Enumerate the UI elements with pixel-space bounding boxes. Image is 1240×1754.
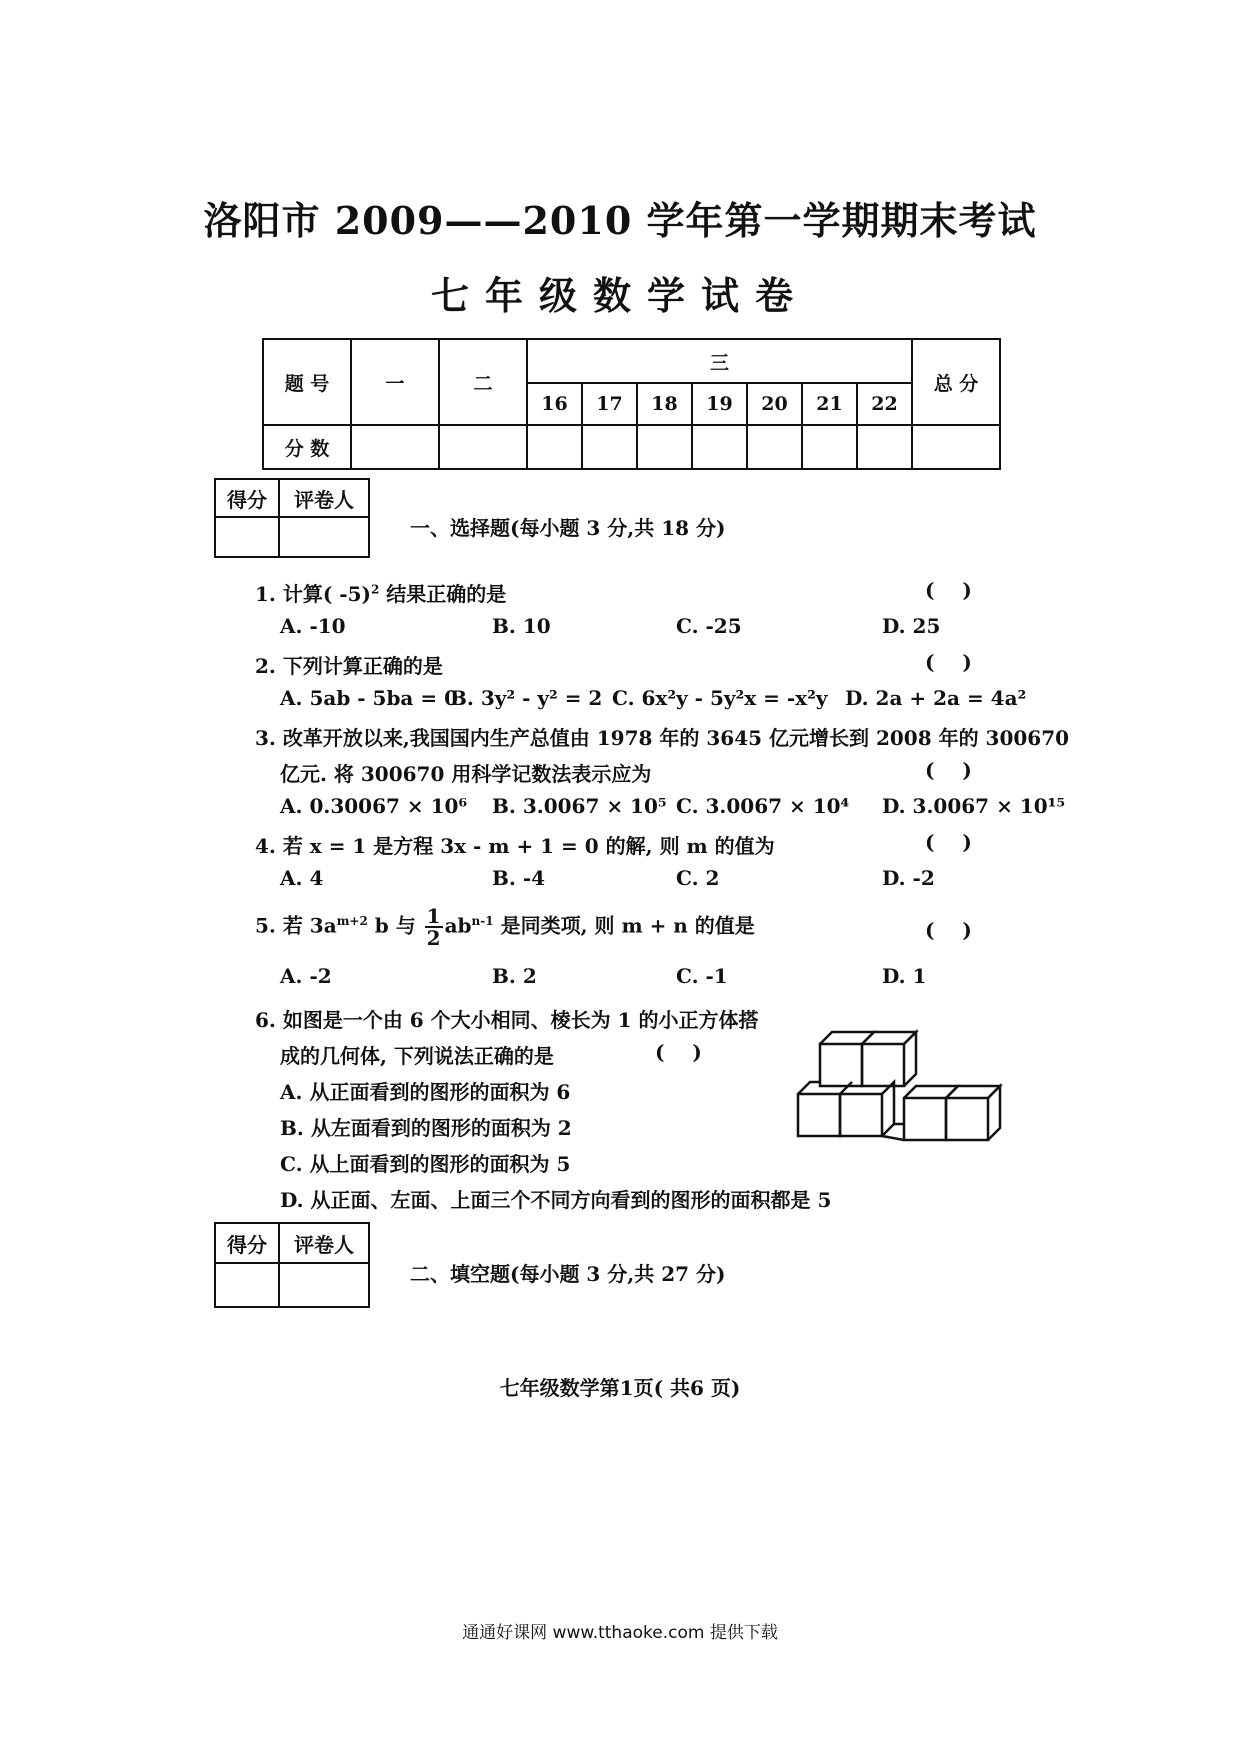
q5-option-b: B. 2 bbox=[492, 964, 537, 988]
q6-option-d: D. 从正面、左面、上面三个不同方向看到的图形的面积都是 5 bbox=[280, 1188, 832, 1212]
question-3-line-2: 亿元. 将 300670 用科学记数法表示应为 bbox=[280, 762, 652, 786]
q2-option-c: C. 6x²y - 5y²x = -x²y bbox=[612, 686, 828, 710]
score-cell-18 bbox=[637, 425, 692, 469]
question-2: 2. 下列计算正确的是 bbox=[255, 654, 443, 678]
q5-option-d: D. 1 bbox=[882, 964, 927, 988]
col-q19: 19 bbox=[692, 383, 747, 425]
q1-option-b: B. 10 bbox=[492, 614, 551, 638]
q3-option-a: A. 0.30067 × 10⁶ bbox=[280, 794, 468, 818]
col-q20: 20 bbox=[747, 383, 802, 425]
grader-score-cell bbox=[215, 517, 279, 557]
section-2-heading: 二、填空题(每小题 3 分,共 27 分) bbox=[410, 1262, 726, 1286]
q3-answer-paren: ( ) bbox=[925, 758, 972, 782]
score-table bbox=[262, 338, 1001, 470]
grader-score-label: 得分 bbox=[215, 479, 279, 517]
q4-option-a: A. 4 bbox=[280, 866, 324, 890]
col-section-2: 二 bbox=[439, 339, 527, 425]
score-cell-1 bbox=[351, 425, 439, 469]
question-5: 5. 若 $3a^{m+2}$ b 与 $\frac{1}{2}$ $ab^{n-1}$ 是同类项, 则 m + n 的值是 bbox=[255, 904, 755, 950]
q2-option-b: B. 3y² - y² = 2 bbox=[450, 686, 603, 710]
q1-option-c: C. -25 bbox=[676, 614, 742, 638]
q2-option-d: D. 2a + 2a = 4a² bbox=[845, 686, 1027, 710]
col-section-3: 三 bbox=[527, 339, 912, 383]
q5-option-a: A. -2 bbox=[280, 964, 332, 988]
score-cell-total bbox=[912, 425, 1000, 469]
score-cell-17 bbox=[582, 425, 637, 469]
q4-answer-paren: ( ) bbox=[925, 830, 972, 854]
q1-option-d: D. 25 bbox=[882, 614, 941, 638]
col-q21: 21 bbox=[802, 383, 857, 425]
q3-option-b: B. 3.0067 × 10⁵ bbox=[492, 794, 667, 818]
score-cell-21 bbox=[802, 425, 857, 469]
question-1: 1. 计算( -5)$^2$ 结果正确的是 bbox=[255, 582, 507, 606]
question-6-line-1: 6. 如图是一个由 6 个大小相同、棱长为 1 的小正方体搭 bbox=[255, 1008, 759, 1032]
download-credit: 通通好课网 www.tthaoke.com 提供下载 bbox=[462, 1623, 778, 1643]
grader-name-cell bbox=[279, 1263, 369, 1307]
q5-option-c: C. -1 bbox=[676, 964, 728, 988]
col-q18: 18 bbox=[637, 383, 692, 425]
col-total: 总 分 bbox=[912, 339, 1000, 425]
grader-name-label: 评卷人 bbox=[279, 1223, 369, 1263]
q2-answer-paren: ( ) bbox=[925, 650, 972, 674]
row-label-question-number: 题 号 bbox=[263, 339, 351, 425]
q4-option-c: C. 2 bbox=[676, 866, 720, 890]
score-cell-2 bbox=[439, 425, 527, 469]
q1-option-a: A. -10 bbox=[280, 614, 346, 638]
exam-subtitle: 七年级数学试卷 bbox=[430, 273, 809, 318]
row-label-score: 分 数 bbox=[263, 425, 351, 469]
grader-score-cell bbox=[215, 1263, 279, 1307]
q6-option-c: C. 从上面看到的图形的面积为 5 bbox=[280, 1152, 571, 1176]
page-footer: 七年级数学第1页( 共6 页) bbox=[499, 1376, 741, 1400]
section-1-heading: 一、选择题(每小题 3 分,共 18 分) bbox=[410, 516, 726, 540]
q3-option-d: D. 3.0067 × 10¹⁵ bbox=[882, 794, 1066, 818]
col-q16: 16 bbox=[527, 383, 582, 425]
score-cell-22 bbox=[857, 425, 912, 469]
q5-answer-paren: ( ) bbox=[925, 918, 972, 942]
question-3-line-1: 3. 改革开放以来,我国国内生产总值由 1978 年的 3645 亿元增长到 2008 年的 300670 bbox=[255, 726, 1070, 750]
grader-box-section-1 bbox=[214, 478, 370, 558]
q2-option-a: A. 5ab - 5ba = 0 bbox=[280, 686, 458, 710]
q6-option-b: B. 从左面看到的图形的面积为 2 bbox=[280, 1116, 572, 1140]
col-section-1: 一 bbox=[351, 339, 439, 425]
q1-answer-paren: ( ) bbox=[925, 578, 972, 602]
q4-option-b: B. -4 bbox=[492, 866, 546, 890]
grader-name-label: 评卷人 bbox=[279, 479, 369, 517]
cube-figure bbox=[790, 1024, 1020, 1152]
col-q22: 22 bbox=[857, 383, 912, 425]
score-cell-19 bbox=[692, 425, 747, 469]
fraction-one-half: $\frac{1}{2}$ bbox=[426, 904, 441, 950]
q6-option-a: A. 从正面看到的图形的面积为 6 bbox=[280, 1080, 571, 1104]
grader-name-cell bbox=[279, 517, 369, 557]
question-4: 4. 若 x = 1 是方程 3x - m + 1 = 0 的解, 则 m 的值为 bbox=[255, 834, 775, 858]
q4-option-d: D. -2 bbox=[882, 866, 935, 890]
question-6-line-2: 成的几何体, 下列说法正确的是 bbox=[280, 1044, 554, 1068]
col-q17: 17 bbox=[582, 383, 637, 425]
grader-score-label: 得分 bbox=[215, 1223, 279, 1263]
score-cell-16 bbox=[527, 425, 582, 469]
q6-answer-paren: ( ) bbox=[655, 1040, 702, 1064]
q3-option-c: C. 3.0067 × 10⁴ bbox=[676, 794, 850, 818]
grader-box-section-2 bbox=[214, 1222, 370, 1308]
score-cell-20 bbox=[747, 425, 802, 469]
exam-title: 洛阳市 2009——2010 学年第一学期期末考试 bbox=[203, 198, 1037, 243]
